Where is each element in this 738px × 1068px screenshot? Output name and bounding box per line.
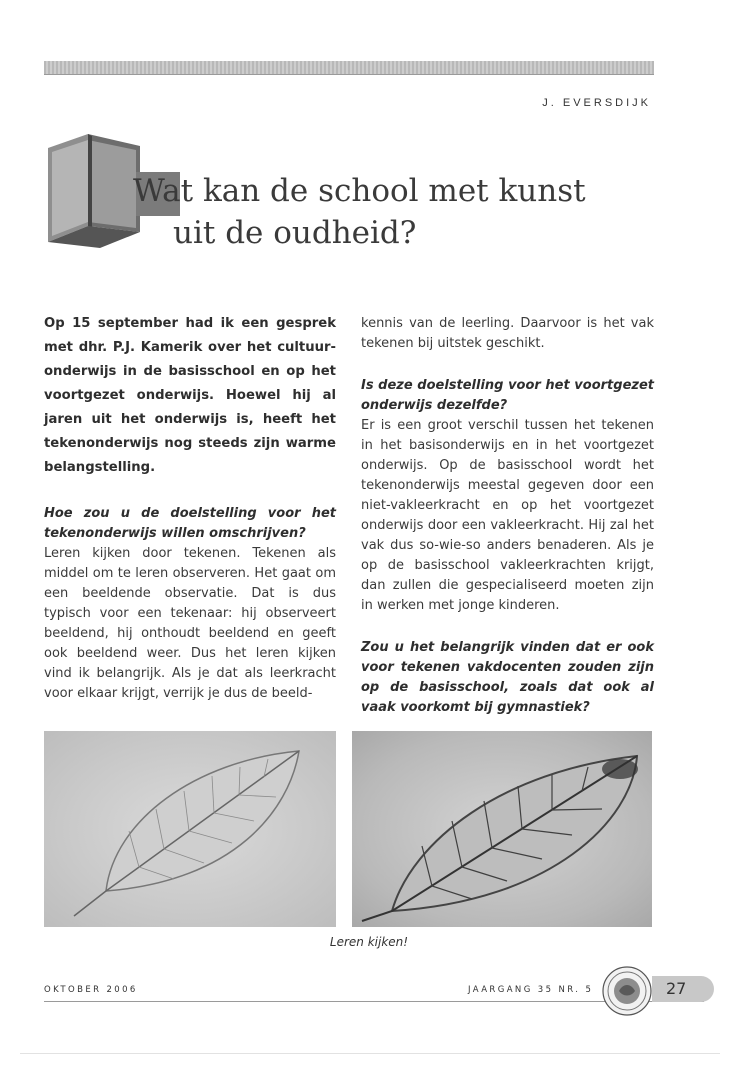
answer-1: Leren kijken door tekenen. Tekenen als middel om te leren observeren. Het gaat om een beeldende observatie. Dat is dus typisch voor een tekenaar: hij observeert beeldend, hij onthoudt beeldend en geeft ook beeldend weer. Dus het leren kijken vind ik belangrijk. Als je dat als leerkracht voor elkaar krijgt, verrijk je dus de beeld- (44, 546, 336, 701)
bottom-rule (20, 1053, 720, 1054)
column-left (44, 312, 336, 704)
answer-1-continued: kennis van de leerling. Daarvoor is het vak tekenen bij uitstek geschikt. (361, 316, 654, 351)
question-2: Is deze doelstelling voor het voortgezet onderwijs dezelfde? (361, 378, 654, 413)
seal-logo-icon (601, 965, 653, 1017)
title-line-1: Wat kan de school met kunst (133, 173, 586, 209)
footer-issue: JAARGANG 35 NR. 5 (468, 985, 594, 995)
answer-2: Er is een groot verschil tussen het tekenen in het basisonderwijs en in het voortgezet onderwijs. Op de basisschool wordt het tekenonderwijs meestal gegeven door een niet-vakleerkracht en op het voortgezet onderwijs door een vakleerkracht. Hij zal het vak dus so-wie-so anders benaderen. Als je op de basisschool vakleerkrachten krijgt, dan zullen die gespecialiseerd moeten zijn in werken met jonge kinderen. (361, 418, 654, 613)
title-line-2: uit de oudheid? (173, 215, 417, 251)
image-caption: Leren kijken! (329, 935, 409, 949)
question-3: Zou u het belangrijk vinden dat er ook voor tekenen vakdocenten zouden zijn op de basisschool, zoals dat ook al vaak voorkomt bij gymnastiek? (361, 640, 654, 715)
leaf-drawing-image-2 (352, 731, 652, 927)
page-number: 27 (652, 976, 714, 1002)
lead-paragraph: Op 15 september had ik een gesprek met dhr. P.J. Kamerik over het cultuur-onderwijs in de basisschool en op het voortgezet onderwijs. Hoewel hij al jaren uit het onderwijs is, heeft het tekenonderwijs nog steeds zijn warme belangstelling. (44, 316, 336, 475)
footer-date: OKTOBER 2006 (44, 985, 138, 995)
header-bar (44, 61, 654, 75)
column-right (361, 314, 654, 718)
author-name: J. EVERSDIJK (542, 97, 651, 109)
leaf-drawing-image-1 (44, 731, 336, 927)
article-title (133, 170, 673, 254)
question-1: Hoe zou u de doelstelling voor het tekenonderwijs willen omschrijven? (44, 506, 336, 541)
